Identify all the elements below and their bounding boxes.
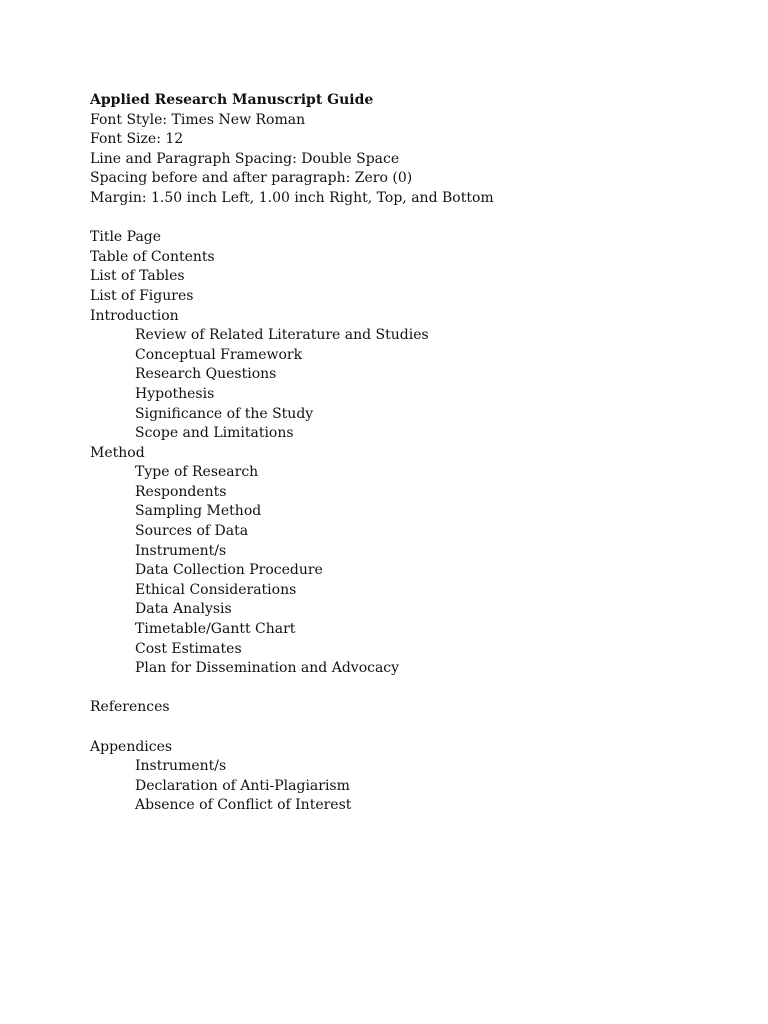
section-heading-method: Method: [90, 444, 145, 461]
appendices-item: Declaration of Anti-Plagiarism: [135, 777, 350, 794]
method-item: Data Analysis: [135, 601, 232, 618]
method-item: Plan for Dissemination and Advocacy: [135, 660, 400, 677]
method-item: Type of Research: [135, 464, 259, 481]
introduction-item: Significance of the Study: [135, 405, 314, 422]
blank-line: [90, 679, 730, 699]
section-heading-appendices: Appendices: [90, 738, 173, 755]
introduction-item: Conceptual Framework: [135, 346, 303, 363]
introduction-item: Hypothesis: [135, 385, 215, 402]
method-item: Ethical Considerations: [135, 581, 297, 598]
method-item: Instrument/s: [135, 542, 227, 559]
section-heading-references: References: [90, 699, 170, 716]
method-item: Cost Estimates: [135, 640, 242, 657]
front-matter-item: Table of Contents: [90, 248, 215, 265]
spec-line-spacing: Line and Paragraph Spacing: Double Space: [90, 150, 400, 167]
spec-margin: Margin: 1.50 inch Left, 1.00 inch Right, Top, and Bottom: [90, 189, 494, 206]
appendices-item: Instrument/s: [135, 758, 227, 775]
front-matter-item: Title Page: [90, 229, 162, 246]
blank-line: [90, 718, 730, 738]
method-item: Sources of Data: [135, 523, 249, 540]
blank-line: [90, 209, 730, 229]
method-item: Sampling Method: [135, 503, 262, 520]
spec-paragraph-spacing: Spacing before and after paragraph: Zero (0): [90, 170, 413, 187]
spec-font-size: Font Size: 12: [90, 131, 184, 148]
introduction-item: Scope and Limitations: [135, 425, 294, 442]
method-item: Data Collection Procedure: [135, 562, 323, 579]
spec-font-style: Font Style: Times New Roman: [90, 111, 306, 128]
document-page: [90, 91, 730, 816]
introduction-item: Review of Related Literature and Studies: [135, 327, 429, 344]
method-item: Timetable/Gantt Chart: [135, 621, 296, 638]
section-heading-introduction: Introduction: [90, 307, 179, 324]
document-title: Applied Research Manuscript Guide: [90, 92, 374, 108]
introduction-item: Research Questions: [135, 366, 277, 383]
appendices-item: Absence of Conflict of Interest: [135, 797, 352, 814]
front-matter-item: List of Tables: [90, 268, 185, 285]
method-item: Respondents: [135, 483, 227, 500]
front-matter-item: List of Figures: [90, 287, 194, 304]
